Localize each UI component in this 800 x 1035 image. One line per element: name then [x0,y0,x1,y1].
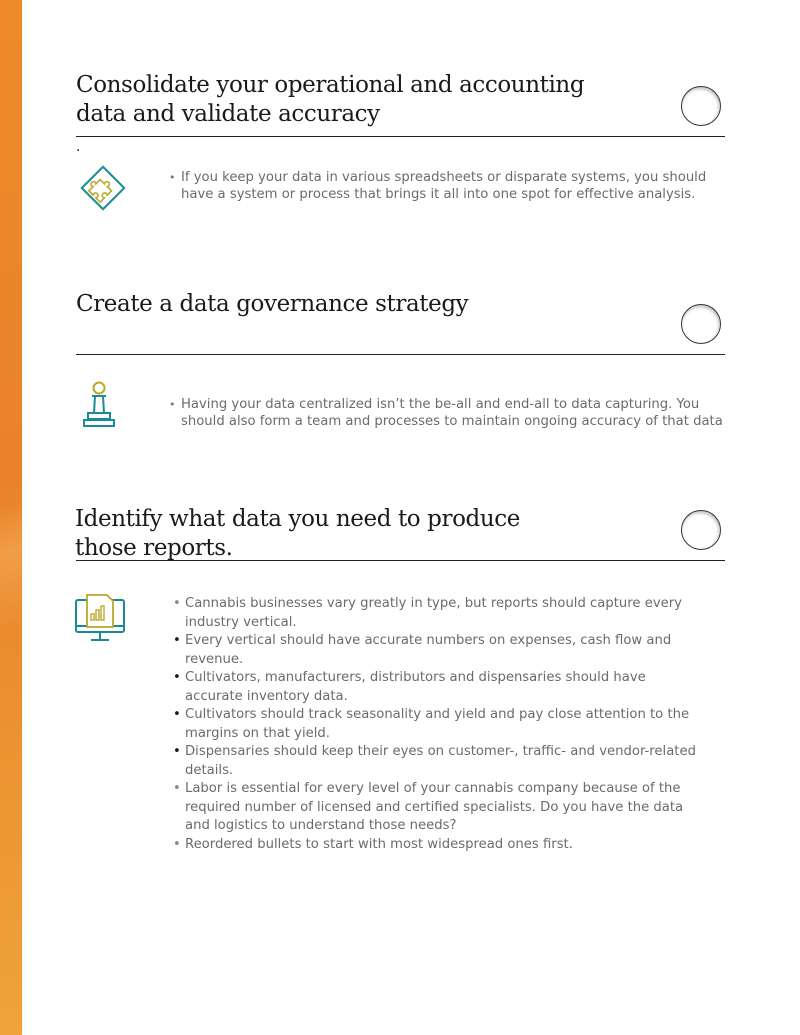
puzzle-diamond-icon [77,162,129,214]
section-heading [75,505,520,563]
heading-line: data and validate accuracy [76,101,380,127]
section-divider [76,354,725,355]
list-item: • Cultivators, manufacturers, distributors and dispensaries should have accurate inventory data. [173,669,703,706]
checkbox-circle[interactable] [681,304,721,344]
list-item: • Having your data centralized isn’t the be-all and end-all to data capturing. You should also form a team and processes to maintain ongoing accuracy of that data [169,396,729,430]
checkbox-circle[interactable] [681,86,721,126]
heading-line: Identify what data you need to produce [75,506,520,532]
heading-line: Create a data governance strategy [76,291,469,317]
heading-line: Consolidate your operational and accounting [76,72,585,98]
list-item: • Cultivators should track seasonality and yield and pay close attention to the margins on that yield. [173,706,703,743]
list-item: • Reordered bullets to start with most widespread ones first. [173,836,703,855]
section-heading [76,71,584,129]
list-item: • Labor is essential for every level of your cannabis company because of the required number of licensed and certified specialists. Do you have the data and logistics to understand those needs? [173,780,703,836]
bullet-list [173,595,703,854]
bullet-list [169,396,729,430]
monitor-report-chart-icon [73,592,127,646]
list-item: • Dispensaries should keep their eyes on customer-, traffic- and vendor-related details. [173,743,703,780]
section-divider [76,560,725,561]
section-divider [76,136,725,137]
list-item: • Every vertical should have accurate numbers on expenses, cash flow and revenue. [173,632,703,669]
list-item: • Cannabis businesses vary greatly in type, but reports should capture every industry vertical. [173,595,703,632]
heading-line: those reports. [75,535,233,561]
checkbox-circle[interactable] [681,510,721,550]
chess-pawn-icon [80,380,118,430]
orange-side-bar [0,0,22,1035]
list-item: • If you keep your data in various spreadsheets or disparate systems, you should have a system or process that brings it all into one spot for effective analysis. [169,169,729,203]
section-heading [76,290,468,319]
stray-mark: . [76,138,81,155]
bullet-list [169,169,729,203]
